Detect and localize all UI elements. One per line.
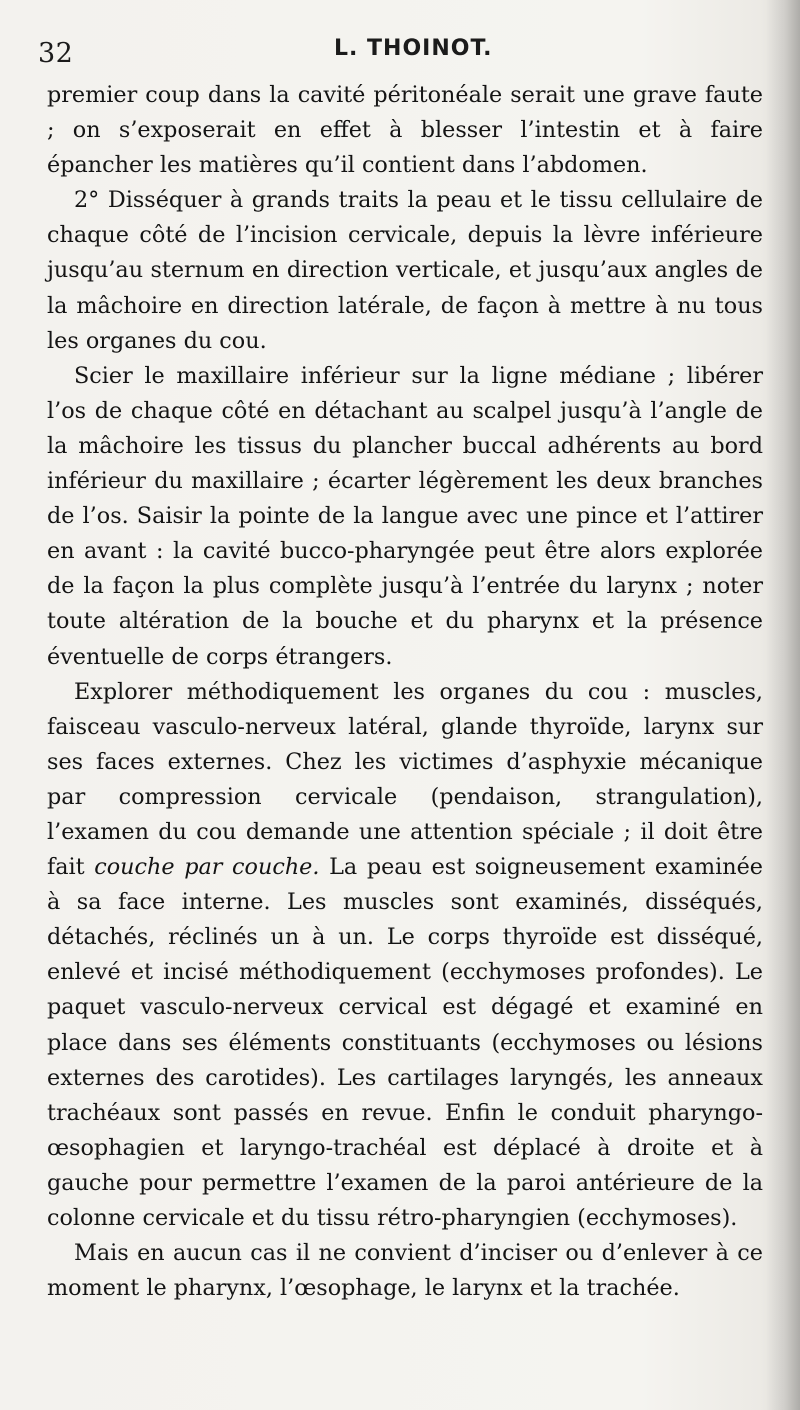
paragraph-neck-organs-start: Explorer méthodiquement les organes du cou : muscles, faisceau vasculo-nerveux latéral, glande thyroïde, larynx sur ses faces externes. Chez les victimes d’asphyxie mécanique par compression cervicale (pendaison, strangulation), l’examen du cou demande une attention spéciale ; il doit être fait xyxy=(47,678,763,881)
page-number: 32 xyxy=(38,38,74,69)
page-header xyxy=(34,30,750,70)
page-gutter-shadow xyxy=(766,0,800,1410)
paragraph-neck-organs xyxy=(47,675,763,1237)
paragraph-final-warning: Mais en aucun cas il ne convient d’inciser ou d’enlever à ce moment le pharynx, l’œsophage, le larynx et la trachée. xyxy=(47,1240,763,1302)
paragraph-neck-organs-end: La peau est soigneusement examinée à sa face interne. Les muscles sont examinés, disséqués, détachés, réclinés un à un. Le corps thyroïde est disséqué, enlevé et incisé méthodiquement (ecchymoses profondes). Le paquet vasculo-nerveux cervical est dégagé et examiné en place dans ses éléments constituants (ecchymoses ou lésions externes des carotides). Les cartilages laryngés, les anneaux trachéaux sont passés en revue. Enfin le conduit pharyngo-œsophagien et laryngo-trachéal est déplacé à droite et à gauche pour permettre l’examen de la paroi antérieure de la colonne cervicale et du tissu rétro-pharyngien (ecchymoses). xyxy=(47,854,763,1231)
paragraph-maxillary: Scier le maxillaire inférieur sur la ligne médiane ; libérer l’os de chaque côté en détachant au scalpel jusqu’à l’angle de la mâchoire les tissus du plancher buccal adhérents au bord inférieur du maxillaire ; écarter légèrement les deux branches de l’os. Saisir la pointe de la langue avec une pince et l’attirer en avant : la cavité bucco-pharyngée peut être alors explorée de la façon la plus complète jusqu’à l’entrée du larynx ; noter toute altération de la bouche et du pharynx et la présence éventuelle de corps étrangers. xyxy=(47,362,763,670)
emphasis-couche-par-couche: couche par couche. xyxy=(94,854,320,881)
paragraph-continuation: premier coup dans la cavité péritonéale serait une grave faute ; on s’exposerait en effet à blesser l’intestin et à faire épancher les matières qu’il contient dans l’abdomen. xyxy=(47,82,763,179)
body-text xyxy=(47,78,763,1306)
paragraph-step-2: 2° Disséquer à grands traits la peau et le tissu cellulaire de chaque côté de l’incision cervicale, depuis la lèvre inférieure jusqu’au sternum en direction verticale, et jusqu’aux angles de la mâchoire en direction latérale, de façon à mettre à nu tous les organes du cou. xyxy=(47,187,763,354)
running-head: L. THOINOT. xyxy=(334,36,493,61)
